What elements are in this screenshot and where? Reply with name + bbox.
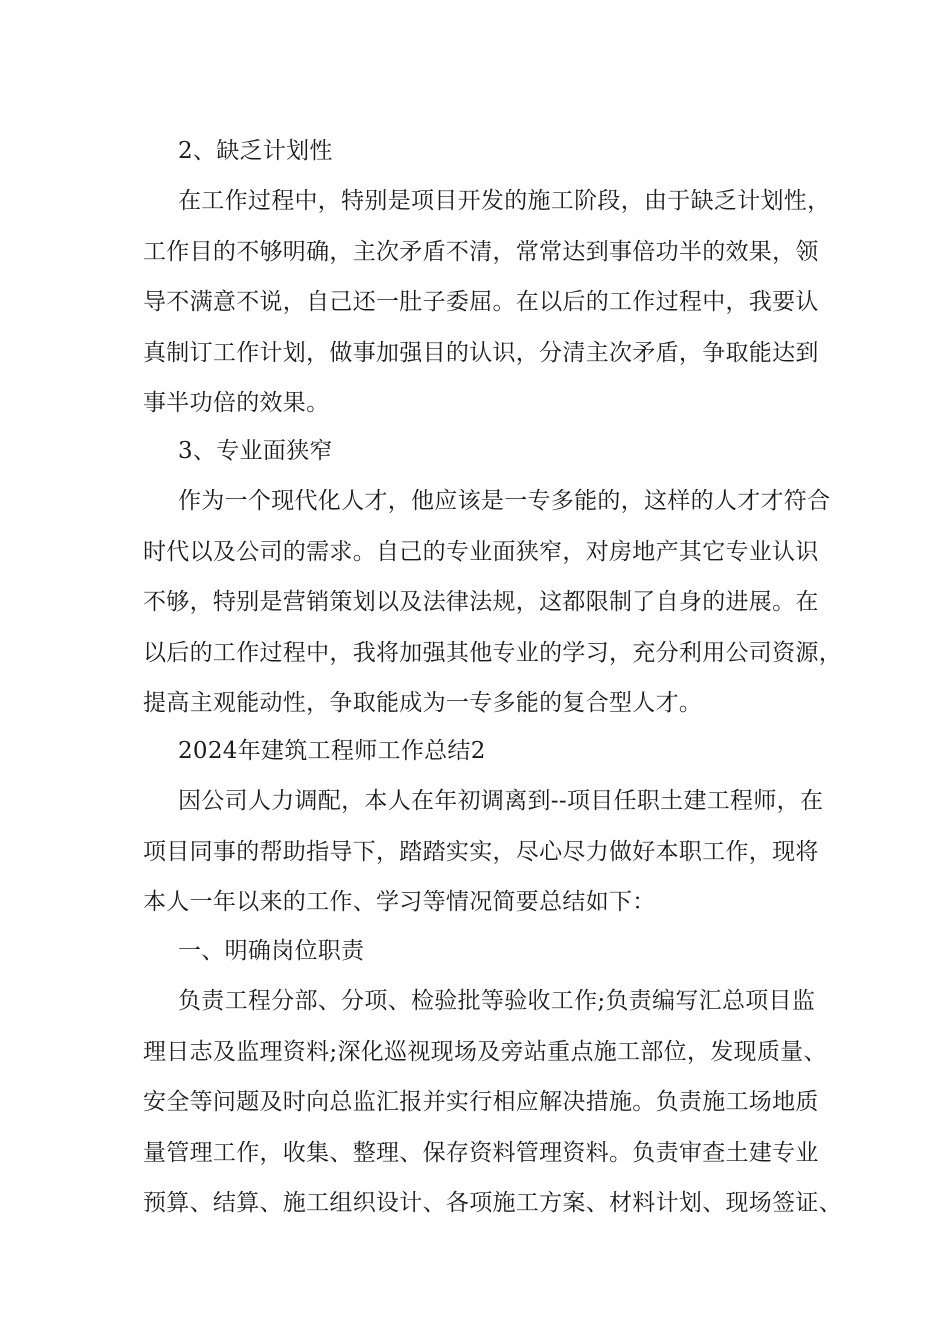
section-title-summary-2: 2024年建筑工程师工作总结2 [178, 738, 486, 764]
paragraph-line: 工作目的不够明确，主次矛盾不清，常常达到事倍功半的效果，领 [143, 239, 819, 265]
paragraph-line: 项目同事的帮助指导下，踏踏实实，尽心尽力做好本职工作，现将 [143, 839, 819, 865]
heading-lack-of-planning: 2、缺乏计划性 [178, 138, 333, 164]
paragraph-line: 提高主观能动性，争取能成为一专多能的复合型人才。 [143, 690, 703, 716]
paragraph-line: 因公司人力调配，本人在年初调离到--项目任职土建工程师，在 [178, 788, 824, 814]
paragraph-line: 安全等问题及时向总监汇报并实行相应解决措施。负责施工场地质 [143, 1089, 819, 1115]
paragraph-line: 不够，特别是营销策划以及法律法规，这都限制了自身的进展。在 [143, 589, 819, 615]
paragraph-line: 真制订工作计划，做事加强目的认识，分清主次矛盾，争取能达到 [143, 340, 819, 366]
paragraph-line: 理日志及监理资料;深化巡视现场及旁站重点施工部位，发现质量、 [143, 1039, 827, 1065]
paragraph-line: 导不满意不说，自己还一肚子委屈。在以后的工作过程中，我要认 [143, 289, 819, 315]
paragraph-line: 本人一年以来的工作、学习等情况简要总结如下： [143, 889, 656, 915]
paragraph-line: 负责工程分部、分项、检验批等验收工作;负责编写汇总项目监 [178, 988, 816, 1014]
paragraph-line: 时代以及公司的需求。自己的专业面狭窄，对房地产其它专业认识 [143, 539, 819, 565]
heading-job-duties: 一、明确岗位职责 [178, 938, 365, 964]
paragraph-line: 量管理工作，收集、整理、保存资料管理资料。负责审查土建专业 [143, 1140, 819, 1166]
paragraph-line: 在工作过程中，特别是项目开发的施工阶段，由于缺乏计划性， [178, 188, 831, 214]
paragraph-line: 以后的工作过程中，我将加强其他专业的学习，充分利用公司资源， [143, 640, 842, 666]
heading-narrow-specialty: 3、专业面狭窄 [178, 438, 333, 464]
paragraph-line: 作为一个现代化人才，他应该是一专多能的，这样的人才才符合 [178, 488, 831, 514]
paragraph-line: 预算、结算、施工组织设计、各项施工方案、材料计划、现场签证、 [143, 1190, 842, 1216]
paragraph-line: 事半功倍的效果。 [143, 390, 330, 416]
